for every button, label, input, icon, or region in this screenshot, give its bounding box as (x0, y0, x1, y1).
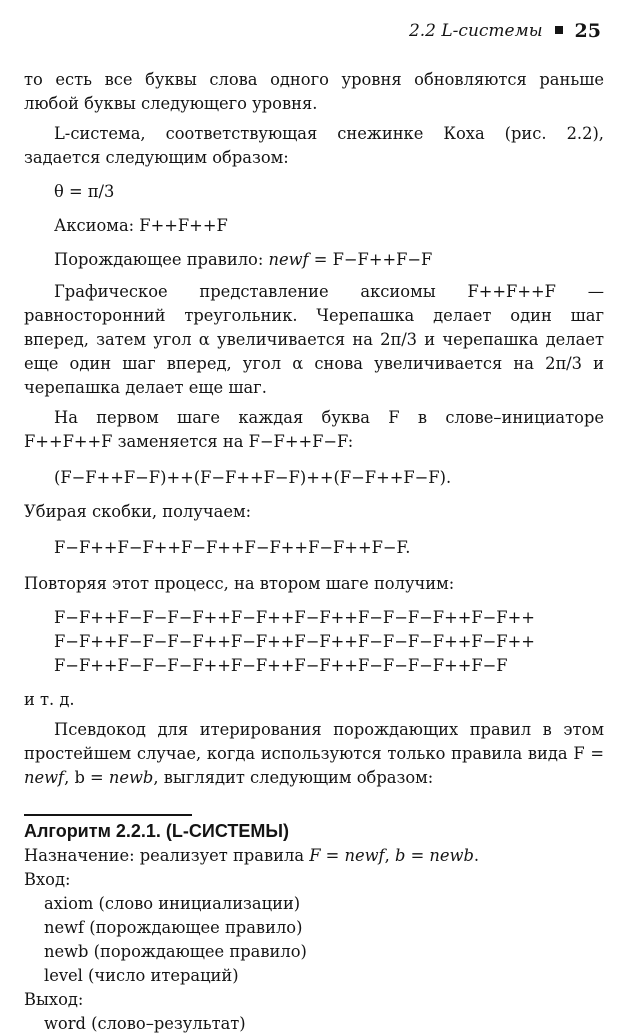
formula-axiom: Аксиома: F++F++F (54, 216, 228, 235)
purpose-eq-2: = (405, 845, 430, 865)
rule-suffix: = F−F++F−F (308, 250, 433, 269)
expression-first-step: (F−F++F−F)++(F−F++F−F)++(F−F++F−F). (54, 468, 452, 487)
algorithm-input-axiom: axiom (слово инициализации) (44, 893, 301, 913)
purpose-b: b (394, 845, 406, 865)
algorithm-input-newf: newf (порождающее правило) (44, 917, 303, 937)
purpose-comma: , (384, 845, 395, 865)
expression-second-step-line-2: F−F++F−F−F−F++F−F++F−F++F−F−F−F++F−F++ (54, 632, 535, 651)
formula-rule (24, 248, 604, 272)
algorithm-divider (24, 814, 192, 816)
section-title: 2.2 L-системы (408, 21, 543, 41)
algorithm-output-label: Выход: (24, 989, 84, 1009)
algorithm-output-word: word (слово–результат) (44, 1013, 246, 1033)
purpose-eq-1: = (320, 845, 345, 865)
bullet-icon (555, 26, 563, 34)
algorithm-input-level: level (число итераций) (44, 965, 239, 985)
pseudocode-intro-text-a: Псевдокод для итерирования порождающих правил в этом простейшем случае, когда используются только правила вида F = (24, 720, 604, 763)
paragraph-1: то есть все буквы слова одного уровня обновляются раньше любой буквы следующего уровня. (24, 70, 604, 113)
main-text (24, 68, 604, 1036)
purpose-F: F (309, 845, 321, 865)
algorithm-input-newb: newb (порождающее правило) (44, 941, 307, 961)
algorithm-input-label: Вход: (24, 869, 71, 889)
expression-second-step-line-1: F−F++F−F−F−F++F−F++F−F++F−F−F−F++F−F++ (54, 608, 535, 627)
pseudocode-intro-newb: newb (108, 768, 154, 787)
purpose-newf: newf (344, 845, 385, 865)
paragraph-remove-brackets: Убирая скобки, получаем: (24, 502, 252, 521)
purpose-end: . (473, 845, 480, 865)
paragraph-first-step: На первом шаге каждая буква F в слове–инициаторе F++F++F заменяется на F−F++F−F: (24, 408, 604, 451)
paragraph-etc: и т. д. (24, 690, 75, 709)
paragraph-koch-intro: L-система, соответствующая снежинке Коха (рис. 2.2), задается следующим образом: (24, 124, 604, 167)
expression-expanded: F−F++F−F++F−F++F−F++F−F++F−F. (54, 538, 411, 557)
algorithm-purpose (24, 844, 604, 868)
pseudocode-intro-text-b: , b = (64, 768, 109, 787)
expression-second-step-line-3: F−F++F−F−F−F++F−F++F−F++F−F−F−F++F−F (54, 656, 508, 675)
purpose-newb: newb (429, 845, 474, 865)
paragraph-pseudocode-intro (24, 718, 604, 790)
rule-prefix: Порождающее правило: (54, 250, 269, 269)
algorithm-title: Алгоритм 2.2.1. (L-СИСТЕМЫ) (24, 820, 289, 841)
pseudocode-intro-text-c: , выглядит следующим образом: (153, 768, 434, 787)
page-number: 25 (574, 20, 601, 42)
paragraph-second-step: Повторяя этот процесс, на втором шаге получим: (24, 574, 455, 593)
paragraph-triangle: Графическое представление аксиомы F++F++F — равносторонний треугольник. Черепашка делает один шаг вперед, затем угол α увеличивается на 2π/3 и черепашка делает еще один шаг вперед, угол α снова увеличивается на 2π/3 и черепашка делает еще шаг. (24, 282, 604, 397)
pseudocode-intro-newf: newf (24, 768, 65, 787)
purpose-prefix: Назначение: реализует правила (24, 845, 310, 865)
rule-variable: newf (268, 250, 309, 269)
formula-theta: θ = π/3 (54, 182, 115, 201)
running-header (409, 20, 601, 42)
